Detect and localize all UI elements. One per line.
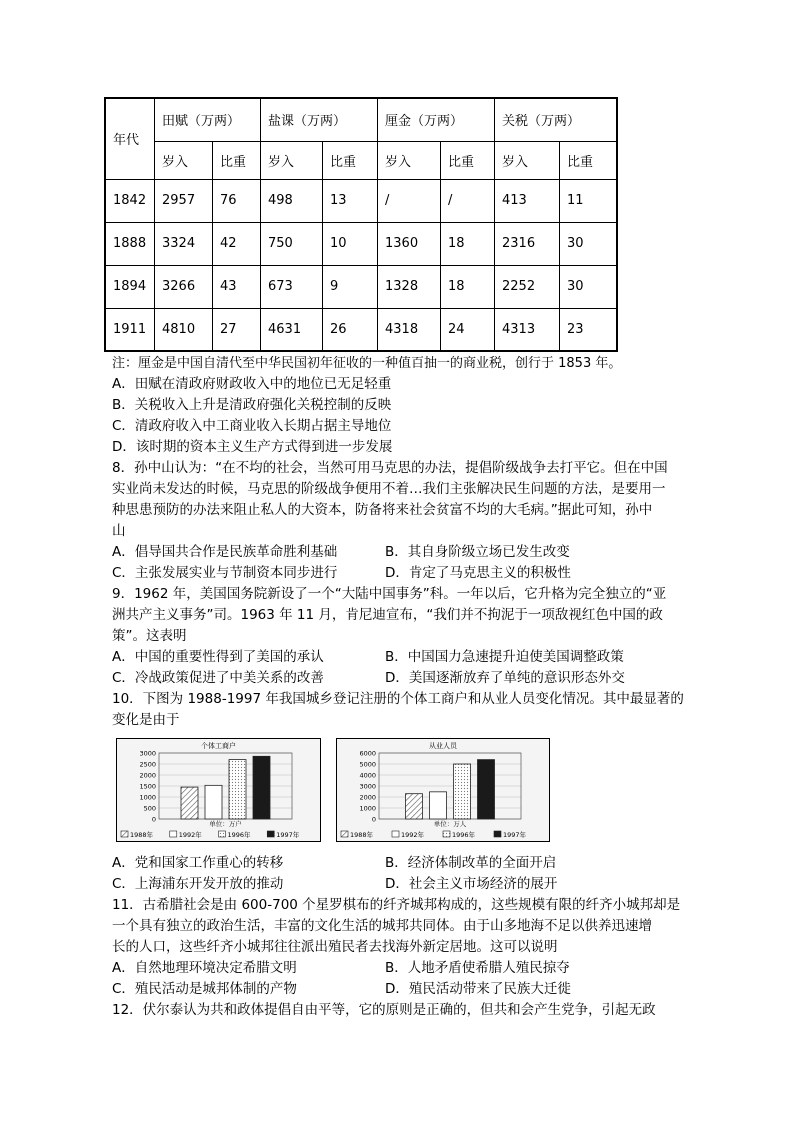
y-tick-label: 500 [143, 804, 156, 813]
table-cell: / [378, 179, 441, 222]
q11-stem-line: 11．古希腊社会是由 600-700 个星罗棋布的纤齐城邦构成的，这些规模有限的纤齐小城邦却是 [112, 897, 681, 913]
table-note: 注：厘金是中国自清代至中华民国初年征收的一种值百抽一的商业税，创行于 1853 年。 [112, 356, 622, 371]
legend-swatch [267, 831, 274, 837]
table-cell: 18 [441, 265, 495, 308]
table-cell: 2316 [495, 222, 560, 265]
q11-option-c: C．殖民活动是城邦体制的产物 [112, 981, 297, 997]
bar [478, 760, 495, 819]
table-cell: 1360 [378, 222, 441, 265]
group-header: 关税（万两） [495, 98, 618, 141]
q7-option-c: C．清政府收入中工商业收入长期占据主导地位 [112, 418, 392, 434]
sub-header: 比重 [560, 141, 618, 179]
sub-header: 岁入 [378, 141, 441, 179]
y-tick-label: 4000 [359, 771, 376, 780]
q8-option-a: A．倡导国共合作是民族革命胜利基础 [112, 544, 338, 560]
table-cell: 1328 [378, 265, 441, 308]
q8-stem-line: 实业尚未发达的时候，马克思的阶级战争便用不着…我们主张解决民生问题的方法，是要用一 [112, 481, 666, 497]
table-cell: 9 [323, 265, 378, 308]
legend-label: 1996年 [227, 831, 251, 839]
table-row [105, 179, 617, 222]
table-cell: 24 [441, 308, 495, 351]
y-tick-label: 0 [151, 815, 156, 824]
year-cell: 1842 [105, 179, 155, 222]
q9-option-c: C．冷战政策促进了中美关系的改善 [112, 670, 324, 686]
legend-swatch [392, 831, 399, 837]
table-cell: 2957 [155, 179, 213, 222]
table-cell: 76 [213, 179, 261, 222]
group-header: 田赋（万两） [155, 98, 261, 141]
q11-stem-line: 一个具有独立的政治生活，丰富的文化生活的城邦共同体。由于山多地海不足以供养迅速增 [112, 918, 652, 934]
revenue-table [104, 97, 618, 352]
q10-option-b: B．经济体制改革的全面开启 [385, 855, 557, 871]
legend-label: 1997年 [276, 831, 300, 839]
year-cell: 1894 [105, 265, 155, 308]
y-tick-label: 1000 [359, 804, 376, 813]
q11-stem-line: 长的人口，这些纤齐小城邦往往派出殖民者去找海外新定居地。这可以说明 [112, 939, 558, 955]
q8-option-c: C．主张发展实业与节制资本同步进行 [112, 565, 338, 581]
q9-option-d: D．美国逐渐放弃了单纯的意识形态外交 [385, 670, 625, 686]
y-tick-label: 1000 [139, 793, 156, 802]
q12-stem-line: 12．伏尔泰认为共和政体提倡自由平等，它的原则是正确的，但共和会产生党争，引起无政 [112, 1002, 656, 1018]
chart-households [116, 738, 321, 842]
sub-header: 比重 [323, 141, 378, 179]
table-cell: 42 [213, 222, 261, 265]
q8-stem-line: 8．孙中山认为：“在不均的社会，当然可用马克思的办法，提倡阶级战争去打平它。但在中国 [112, 460, 668, 476]
table-row [105, 265, 617, 308]
table-cell: 4318 [378, 308, 441, 351]
q8-option-b: B．其自身阶级立场已发生改变 [385, 544, 570, 560]
sub-header: 岁入 [261, 141, 323, 179]
q7-option-b: B．关税收入上升是清政府强化关税控制的反映 [112, 397, 392, 413]
y-tick-label: 1500 [139, 782, 156, 791]
legend-label: 1988年 [130, 831, 154, 839]
year-cell: 1888 [105, 222, 155, 265]
q8-stem-line: 山 [112, 523, 126, 539]
year-header-cell: 年代 [105, 98, 155, 179]
table-cell: 11 [560, 179, 618, 222]
q10-option-a: A．党和国家工作重心的转移 [112, 855, 284, 871]
table-cell: / [441, 179, 495, 222]
table-cell: 498 [261, 179, 323, 222]
q9-option-a: A．中国的重要性得到了美国的承认 [112, 649, 324, 665]
bar [229, 760, 246, 819]
table-row [105, 222, 617, 265]
q11-option-d: D．殖民活动带来了民族大迁徙 [385, 981, 571, 997]
table-cell: 27 [213, 308, 261, 351]
q11-option-a: A．自然地理环境决定希腊文明 [112, 960, 297, 976]
legend-swatch [443, 831, 450, 837]
table-cell: 23 [560, 308, 618, 351]
legend-label: 1988年 [350, 831, 374, 839]
unit-label: 单位：万人 [433, 820, 467, 828]
table-row [105, 308, 617, 351]
table-cell: 4313 [495, 308, 560, 351]
table-cell: 18 [441, 222, 495, 265]
legend-label: 1992年 [401, 831, 425, 839]
bar [454, 764, 471, 819]
y-tick-label: 2000 [359, 793, 376, 802]
y-tick-label: 2000 [139, 771, 156, 780]
unit-label: 单位：万户 [209, 820, 242, 828]
table-cell: 750 [261, 222, 323, 265]
q8-stem-line: 种思患预防的办法来阻止私人的大资本，防备将来社会贫富不均的大毛病。”据此可知，孙中 [112, 502, 653, 518]
y-tick-label: 6000 [359, 749, 376, 758]
q11-option-b: B．人地矛盾使希腊人殖民掠夺 [385, 960, 570, 976]
q10-option-c: C．上海浦东开发开放的推动 [112, 876, 284, 892]
y-tick-label: 5000 [359, 760, 376, 769]
q9-stem-line: 洲共产主义事务”司。1963 年 11 月，肯尼迪宣布，“我们并不拘泥于一项敌视红色中国的政 [112, 607, 663, 623]
table-cell: 4631 [261, 308, 323, 351]
table-cell: 413 [495, 179, 560, 222]
chart-title: 从业人员 [429, 742, 457, 750]
table-cell: 26 [323, 308, 378, 351]
legend-swatch [341, 831, 348, 837]
y-tick-label: 3000 [139, 749, 156, 758]
table-cell: 3324 [155, 222, 213, 265]
table-cell: 4810 [155, 308, 213, 351]
y-tick-label: 2500 [139, 760, 156, 769]
table-cell: 30 [560, 222, 618, 265]
table-cell: 13 [323, 179, 378, 222]
legend-label: 1997年 [503, 831, 527, 839]
q9-option-b: B．中国国力急速提升迫使美国调整政策 [385, 649, 624, 665]
table-cell: 10 [323, 222, 378, 265]
legend-swatch [219, 831, 226, 837]
q9-stem-line: 9．1962 年，美国国务院新设了一个“大陆中国事务”科。一年以后，它升格为完全独立的“亚 [112, 586, 667, 602]
legend-swatch [170, 831, 177, 837]
group-header: 盐课（万两） [261, 98, 378, 141]
q10-stem-line: 变化是由于 [112, 712, 180, 728]
legend-label: 1992年 [178, 831, 202, 839]
households-bar-chart [117, 739, 320, 841]
sub-header: 比重 [213, 141, 261, 179]
table-cell: 30 [560, 265, 618, 308]
sub-header: 比重 [441, 141, 495, 179]
q10-option-d: D．社会主义市场经济的展开 [385, 876, 558, 892]
table-cell: 43 [213, 265, 261, 308]
bar [406, 794, 423, 819]
legend-swatch [494, 831, 501, 837]
chart-title: 个体工商户 [201, 742, 236, 750]
table-cell: 3266 [155, 265, 213, 308]
bar [253, 756, 270, 819]
table-cell: 673 [261, 265, 323, 308]
q7-option-d: D．该时期的资本主义生产方式得到进一步发展 [112, 439, 393, 455]
table-cell: 2252 [495, 265, 560, 308]
q8-option-d: D．肯定了马克思主义的积极性 [385, 565, 571, 581]
chart-employees [336, 738, 550, 842]
q7-option-a: A．田赋在清政府财政收入中的地位已无足轻重 [112, 376, 392, 392]
q10-stem-line: 10．下图为 1988-1997 年我国城乡登记注册的个体工商户和从业人员变化情况。其中最显著的 [112, 691, 684, 707]
legend-swatch [121, 831, 128, 837]
bar [430, 792, 447, 819]
y-tick-label: 3000 [359, 782, 376, 791]
sub-header: 岁入 [155, 141, 213, 179]
year-cell: 1911 [105, 308, 155, 351]
sub-header: 岁入 [495, 141, 560, 179]
bar [205, 785, 222, 819]
group-header: 厘金（万两） [378, 98, 495, 141]
q9-stem-line: 策”。这表明 [112, 628, 187, 644]
y-tick-label: 0 [371, 815, 376, 824]
legend-label: 1996年 [452, 831, 476, 839]
bar [181, 787, 198, 819]
employees-bar-chart [337, 739, 549, 841]
